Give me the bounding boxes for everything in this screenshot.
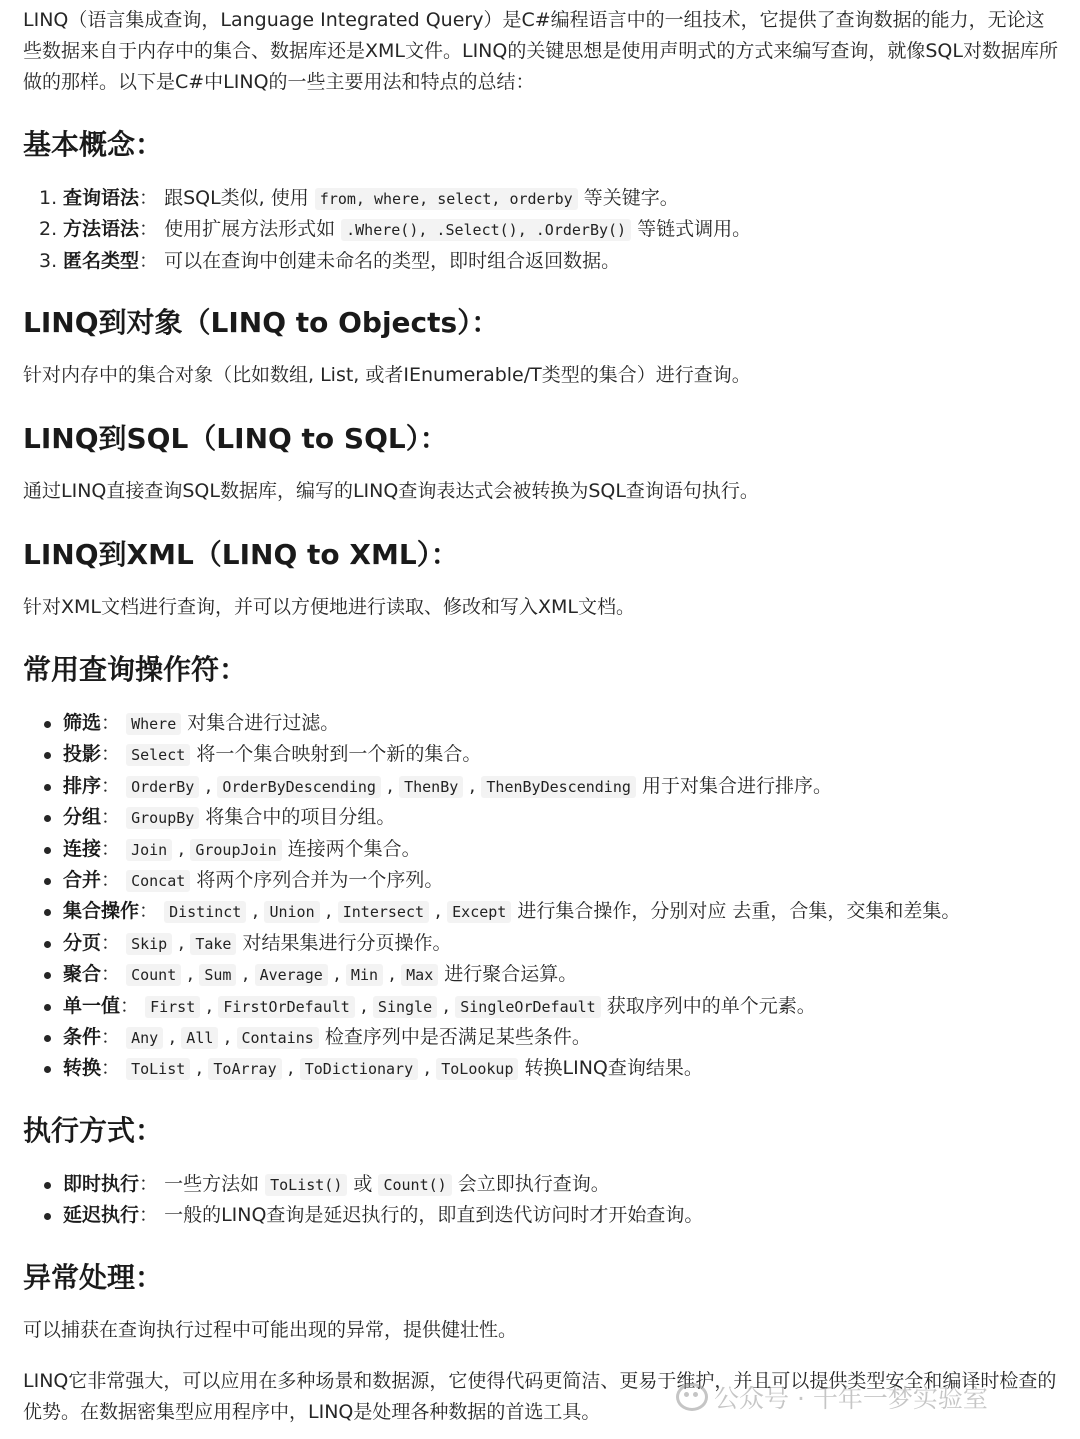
bullet-icon	[44, 1182, 51, 1189]
heading-exception-handling: 异常处理：	[23, 1261, 164, 1294]
list-item	[23, 1169, 703, 1200]
term-label: 延迟执行	[63, 1204, 140, 1227]
list-item: 连接： Join , GroupJoin 连接两个集合。	[23, 834, 960, 865]
code-snippet: Join	[126, 839, 172, 861]
bullet-icon	[44, 752, 51, 759]
wechat-icon	[676, 1383, 708, 1411]
code-snippet: Select	[126, 744, 190, 766]
bullet-icon	[44, 909, 51, 916]
code-snippet: Any	[126, 1027, 163, 1049]
heading-execution: 执行方式：	[23, 1114, 164, 1147]
item-text: 等链式调用。	[631, 218, 752, 241]
term-separator: ：	[120, 994, 140, 1017]
code-snippet: Average	[255, 964, 328, 986]
heading-query-operators: 常用查询操作符：	[23, 653, 248, 686]
term-separator: ：	[101, 963, 121, 986]
item-text: 连接两个集合。	[287, 837, 421, 860]
list-item: 排序： OrderBy , OrderByDescending , ThenBy , ThenByDescending 用于对集合进行排序。	[23, 771, 960, 802]
item-text: 一些方法如	[158, 1173, 266, 1195]
code-snippet: OrderByDescending	[217, 776, 381, 798]
item-text: 将一个集合映射到一个新的集合。	[196, 743, 482, 766]
term-separator: ：	[101, 774, 121, 797]
execution-list	[23, 1169, 703, 1232]
term-label: 查询语法	[63, 187, 140, 209]
term-label: 投影	[63, 743, 102, 766]
code-snippet: Where	[126, 713, 181, 735]
query-operators-list	[23, 708, 960, 1085]
code-snippet: Skip	[126, 933, 172, 955]
intro-paragraph: LINQ（语言集成查询，Language Integrated Query）是C#编程语言中的一组技术，它提供了查询数据的能力，无论这些数据来自于内存中的集合、数据库还是XML文件。LINQ的关键思想是使用声明式的方式来编写查询，就像SQL对数据库所做的那样。以下是C#中LINQ的一些主要用法和特点的总结：	[23, 9, 1058, 93]
code-snippet: Single	[373, 996, 437, 1018]
watermark	[676, 1379, 988, 1415]
code-snippet: Sum	[199, 964, 236, 986]
list-item	[23, 865, 960, 896]
item-text: 或	[347, 1173, 379, 1195]
term-separator: ：	[139, 1204, 159, 1227]
item-text: 将两个序列合并为一个序列。	[196, 868, 444, 891]
linq-to-sql-text: 通过LINQ直接查询SQL数据库，编写的LINQ查询表达式会被转换为SQL查询语句执行。	[23, 480, 759, 502]
code-snippet: SingleOrDefault	[455, 996, 600, 1018]
bullet-icon	[44, 878, 51, 885]
term-label: 单一值	[63, 994, 121, 1017]
term-separator: ：	[139, 187, 159, 209]
list-number: 2.	[39, 218, 58, 241]
list-item	[23, 802, 960, 833]
term-label: 集合操作	[63, 900, 140, 923]
term-separator: ：	[139, 1173, 159, 1195]
term-label: 聚合	[63, 963, 102, 986]
code-snippet: ToLookup	[436, 1058, 518, 1080]
list-item	[23, 246, 751, 277]
bullet-icon	[44, 1035, 51, 1042]
code-snippet: Union	[264, 901, 319, 923]
list-item: 聚合： Count , Sum , Average , Min , Max 进行聚合运算。	[23, 959, 960, 990]
item-text: 可以在查询中创建未命名的类型，即时组合返回数据。	[158, 249, 621, 272]
code-snippet: Distinct	[164, 901, 246, 923]
code-snippet: ToList	[126, 1058, 190, 1080]
code-snippet: ThenBy	[399, 776, 463, 798]
linq-to-objects-text: 针对内存中的集合对象（比如数组, List, 或者IEnumerable/T类型的集合）进行查询。	[23, 364, 751, 386]
bullet-icon	[44, 1004, 51, 1011]
watermark-text: 公众号 · 千年一梦实验室	[714, 1384, 988, 1413]
list-item: 分页： Skip , Take 对结果集进行分页操作。	[23, 928, 960, 959]
item-text: 进行集合操作，分别对应 去重，合集，交集和差集。	[517, 900, 961, 923]
list-item: 单一值： First , FirstOrDefault , Single , SingleOrDefault 获取序列中的单个元素。	[23, 991, 960, 1022]
bullet-icon	[44, 815, 51, 822]
code-snippet: Take	[190, 933, 236, 955]
item-text: 转换LINQ查询结果。	[524, 1057, 703, 1080]
term-label: 匿名类型	[63, 249, 140, 272]
code-snippet: Except	[447, 901, 511, 923]
list-number: 1.	[39, 187, 58, 209]
code-snippet: Concat	[126, 870, 190, 892]
bullet-icon	[44, 847, 51, 854]
term-label: 即时执行	[63, 1173, 140, 1195]
term-label: 分页	[63, 931, 102, 954]
code-snippet: FirstOrDefault	[218, 996, 354, 1018]
bullet-icon	[44, 784, 51, 791]
item-text: 将集合中的项目分组。	[205, 806, 396, 829]
term-label: 分组	[63, 806, 102, 829]
term-separator: ：	[101, 868, 121, 891]
code-snippet: ToArray	[208, 1058, 281, 1080]
list-item	[23, 739, 960, 770]
term-separator: ：	[101, 743, 121, 766]
bullet-icon	[44, 721, 51, 728]
term-separator: ：	[139, 218, 159, 241]
item-text: 进行聚合运算。	[444, 963, 578, 986]
term-label: 转换	[63, 1057, 102, 1080]
item-text: 一般的LINQ查询是延迟执行的，即直到迭代访问时才开始查询。	[158, 1204, 704, 1227]
code-snippet: All	[181, 1027, 218, 1049]
code-snippet: ToDictionary	[300, 1058, 418, 1080]
heading-linq-to-objects: LINQ到对象（LINQ to Objects）：	[23, 306, 500, 339]
code-snippet: GroupJoin	[190, 839, 281, 861]
code-snippet: ToList()	[265, 1174, 347, 1196]
term-separator: ：	[139, 900, 159, 923]
term-label: 连接	[63, 837, 102, 860]
item-text: 使用扩展方法形式如	[158, 218, 342, 241]
term-separator: ：	[101, 1025, 121, 1048]
item-text: 检查序列中是否满足某些条件。	[324, 1025, 591, 1048]
term-separator: ：	[101, 1057, 121, 1080]
term-separator: ：	[101, 806, 121, 829]
bullet-icon	[44, 941, 51, 948]
list-item: 集合操作： Distinct , Union , Intersect , Except 进行集合操作，分别对应 去重，合集，交集和差集。	[23, 896, 960, 927]
code-snippet: from, where, select, orderby	[315, 188, 578, 210]
bullet-icon	[44, 972, 51, 979]
bullet-icon	[44, 1213, 51, 1220]
item-text: 获取序列中的单个元素。	[606, 994, 816, 1017]
term-separator: ：	[139, 249, 159, 272]
item-text: 会立即执行查询。	[451, 1173, 610, 1195]
basic-concepts-list	[23, 183, 751, 277]
list-item: 转换： ToList , ToArray , ToDictionary , ToLookup 转换LINQ查询结果。	[23, 1053, 960, 1084]
term-separator: ：	[101, 712, 121, 734]
conclusion-paragraph: LINQ它非常强大，可以应用在多种场景和数据源，它使得代码更简洁、更易于维护，并且可以提供类型安全和编译时检查的优势。在数据密集型应用程序中，LINQ是处理各种数据的首选工具。	[23, 1370, 1057, 1423]
linq-to-xml-text: 针对XML文档进行查询，并可以方便地进行读取、修改和写入XML文档。	[23, 596, 635, 618]
code-snippet: Intersect	[338, 901, 429, 923]
code-snippet: GroupBy	[126, 807, 199, 829]
heading-linq-to-sql: LINQ到SQL（LINQ to SQL）：	[23, 422, 448, 455]
code-snippet: Count()	[378, 1174, 451, 1196]
term-label: 方法语法	[63, 218, 140, 241]
code-snippet: Max	[401, 964, 438, 986]
term-label: 条件	[63, 1025, 102, 1048]
code-snippet: ThenByDescending	[481, 776, 636, 798]
item-text: 对结果集进行分页操作。	[242, 931, 452, 954]
item-text: 跟SQL类似, 使用	[158, 187, 315, 209]
bullet-icon	[44, 1066, 51, 1073]
code-snippet: Contains	[237, 1027, 319, 1049]
code-snippet: Count	[126, 964, 181, 986]
code-snippet: Min	[346, 964, 383, 986]
list-item	[23, 214, 751, 245]
list-item: 条件： Any , All , Contains 检查序列中是否满足某些条件。	[23, 1022, 960, 1053]
item-text: 用于对集合进行排序。	[641, 774, 832, 797]
exception-handling-text: 可以捕获在查询执行过程中可能出现的异常，提供健壮性。	[23, 1319, 518, 1341]
list-item	[23, 183, 751, 214]
term-separator: ：	[101, 837, 121, 860]
code-snippet: .Where(), .Select(), .OrderBy()	[341, 219, 631, 241]
item-text: 等关键字。	[577, 187, 679, 209]
list-item	[23, 708, 960, 739]
term-separator: ：	[101, 931, 121, 954]
code-snippet: OrderBy	[126, 776, 199, 798]
item-text: 对集合进行过滤。	[187, 712, 340, 734]
term-label: 合并	[63, 868, 102, 891]
heading-basic-concepts: 基本概念：	[23, 128, 164, 161]
list-item	[23, 1200, 703, 1231]
heading-linq-to-xml: LINQ到XML（LINQ to XML）：	[23, 538, 459, 571]
term-label: 排序	[63, 774, 102, 797]
term-label: 筛选	[63, 712, 102, 734]
list-number: 3.	[39, 249, 58, 272]
code-snippet: First	[145, 996, 200, 1018]
